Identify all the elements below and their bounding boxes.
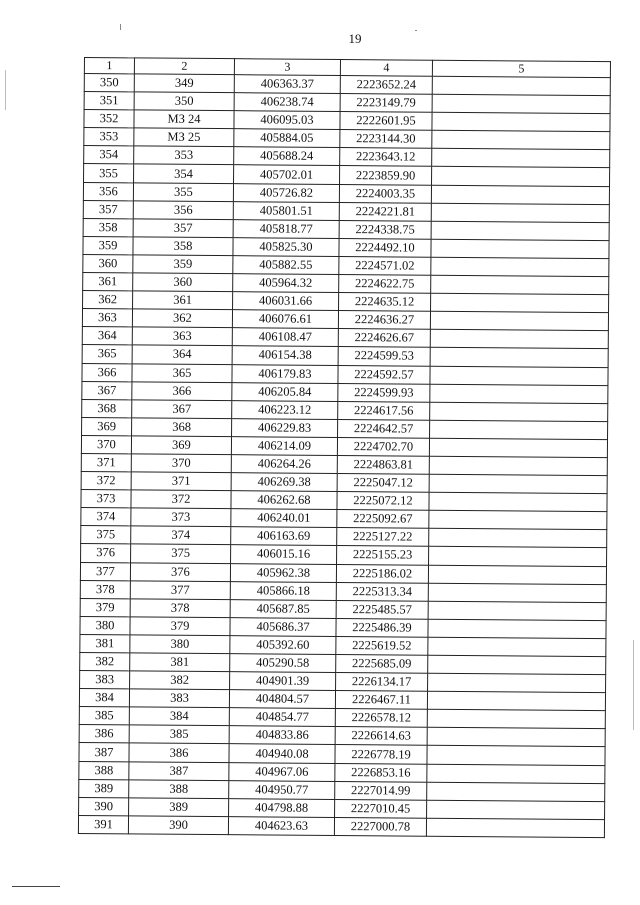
table-cell: 377 (80, 562, 130, 580)
table-cell: 404798.88 (229, 798, 335, 817)
table-cell: 405801.51 (233, 201, 339, 220)
table-cell: 389 (79, 779, 129, 797)
table-cell: 366 (82, 363, 132, 381)
table-cell: 360 (133, 273, 233, 292)
table-cell: 370 (131, 454, 231, 473)
table-cell: 363 (132, 327, 232, 346)
table-cell: 2225486.39 (336, 618, 428, 637)
column-header: 1 (84, 58, 134, 74)
table-cell (427, 764, 605, 783)
table-cell: 406214.09 (231, 437, 337, 456)
page-number: 19 (348, 31, 362, 46)
table-cell: 2225619.52 (336, 636, 428, 655)
table-cell (432, 94, 610, 113)
table-cell: 2223859.90 (340, 166, 432, 185)
table-cell (428, 565, 606, 584)
table-cell: 385 (129, 725, 229, 744)
table-cell: 406179.83 (232, 364, 338, 383)
table-cell: 2223149.79 (340, 94, 432, 113)
table-cell: 379 (80, 598, 130, 616)
table-cell: 406108.47 (232, 328, 338, 347)
table-cell: 389 (129, 798, 229, 817)
table-cell: 406269.38 (231, 473, 337, 492)
table-cell: 405964.32 (233, 274, 339, 293)
table-cell (429, 474, 607, 493)
table-cell: 362 (132, 309, 232, 328)
table-row (78, 815, 604, 837)
table-cell: 388 (79, 761, 129, 779)
table-cell: 2224702.70 (337, 437, 429, 456)
table-cell: 372 (81, 472, 131, 490)
scan-mark (120, 24, 121, 30)
table-cell: 355 (84, 164, 134, 182)
table-cell: 371 (131, 472, 231, 491)
table-cell: 359 (133, 255, 233, 274)
table-cell: 404623.63 (228, 817, 334, 836)
table-cell: 2225092.67 (337, 510, 429, 529)
table-cell: 382 (80, 652, 130, 670)
table-cell (428, 655, 606, 674)
table-cell: 406015.16 (231, 545, 337, 564)
table-cell: 366 (132, 381, 232, 400)
table-cell (427, 800, 605, 819)
table-cell (427, 709, 605, 728)
table-cell: 405702.01 (234, 165, 340, 184)
table-cell: 2224571.02 (339, 256, 431, 275)
scan-mark (415, 30, 417, 31)
table-cell (430, 311, 608, 330)
table-cell: 374 (131, 526, 231, 545)
table-cell: 2227000.78 (334, 817, 426, 836)
table-cell: 406223.12 (232, 400, 338, 419)
table-cell: 355 (133, 182, 233, 201)
table-cell: 404804.57 (229, 690, 335, 709)
table-cell: 388 (129, 780, 229, 799)
table-cell (428, 583, 606, 602)
column-header: 2 (134, 58, 234, 75)
table-cell: 404950.77 (229, 780, 335, 799)
table-cell: 2226614.63 (335, 727, 427, 746)
table-cell: 405882.55 (233, 256, 339, 275)
table-cell (429, 529, 607, 548)
table-cell: 406264.26 (231, 455, 337, 474)
table-cell: 376 (130, 562, 230, 581)
table-cell (426, 818, 604, 837)
table-cell: 2222601.95 (340, 112, 432, 131)
table-cell: 375 (81, 526, 131, 544)
table-cell: 2224599.93 (338, 383, 430, 402)
table-cell: 2223144.30 (340, 130, 432, 149)
table-cell (431, 275, 609, 294)
table-cell: 378 (80, 580, 130, 598)
table-cell: 406262.68 (231, 491, 337, 510)
table-cell (429, 438, 607, 457)
table-cell: 406205.84 (232, 382, 338, 401)
table-cell: 354 (84, 146, 134, 164)
table-cell: 365 (132, 363, 232, 382)
table-cell: 2226467.11 (335, 691, 427, 710)
table-cell: 358 (133, 237, 233, 256)
table-cell: 2226853.16 (335, 763, 427, 782)
table-cell: 2224221.81 (339, 202, 431, 221)
table-cell: 385 (79, 707, 129, 725)
table-cell: 356 (83, 182, 133, 200)
table-cell: 2224626.67 (338, 329, 430, 348)
table-cell: 2224642.57 (338, 419, 430, 438)
table-cell: 353 (84, 128, 134, 146)
table-cell: 2225313.34 (336, 582, 428, 601)
scan-mark (12, 886, 60, 887)
table-cell: 390 (128, 816, 228, 835)
table-cell (432, 131, 610, 150)
table-cell (428, 673, 606, 692)
table-cell: 405884.05 (234, 129, 340, 148)
table-cell (428, 601, 606, 620)
table-cell: 2227010.45 (335, 799, 427, 818)
table-cell: 2225127.22 (337, 528, 429, 547)
table-cell: 386 (79, 725, 129, 743)
table-cell: 406240.01 (231, 509, 337, 528)
table-cell (431, 293, 609, 312)
table-cell: 369 (82, 417, 132, 435)
table-cell: 2225186.02 (336, 564, 428, 583)
scan-mark (633, 640, 634, 730)
table-cell: 360 (83, 254, 133, 272)
table-cell: 2224863.81 (337, 455, 429, 474)
table-cell: 405726.82 (233, 183, 339, 202)
table-cell: 406095.03 (234, 111, 340, 130)
table-cell: 349 (134, 74, 234, 93)
table-cell (430, 384, 608, 403)
table-cell (432, 112, 610, 131)
table-cell (432, 149, 610, 168)
table-cell: 384 (79, 689, 129, 707)
table-cell: 405866.18 (230, 581, 336, 600)
column-header: 5 (432, 60, 610, 77)
table-cell: 2225485.57 (336, 600, 428, 619)
table-cell: 367 (82, 381, 132, 399)
table-cell: 375 (131, 544, 231, 563)
table-cell: 2225072.12 (337, 492, 429, 511)
table-cell: 369 (131, 436, 231, 455)
table-cell: 406076.61 (232, 310, 338, 329)
column-header: 3 (234, 59, 340, 76)
table-cell: 390 (79, 797, 129, 815)
table-cell: 2224617.56 (338, 401, 430, 420)
table-cell: 368 (82, 399, 132, 417)
table-cell: 405687.85 (230, 599, 336, 618)
table-cell: 406154.38 (232, 346, 338, 365)
table-cell (427, 782, 605, 801)
table-cell: 378 (130, 599, 230, 618)
table-cell: 370 (81, 435, 131, 453)
table-cell: 2226134.17 (336, 673, 428, 692)
table-cell: 406031.66 (233, 292, 339, 311)
table-cell: 2225685.09 (336, 654, 428, 673)
table-cell (431, 239, 609, 258)
table-cell: 391 (78, 815, 128, 833)
table-cell: 405392.60 (230, 636, 336, 655)
table-cell: 387 (129, 761, 229, 780)
table-cell: 405818.77 (233, 219, 339, 238)
table-cell: 377 (130, 581, 230, 600)
table-cell: 2225047.12 (337, 474, 429, 493)
coordinates-table (78, 57, 611, 838)
table-cell: 405825.30 (233, 238, 339, 257)
table-cell: 357 (133, 219, 233, 238)
table-cell: 368 (132, 418, 232, 437)
table-cell (427, 728, 605, 747)
table-cell: 2224599.53 (338, 347, 430, 366)
table-cell (428, 619, 606, 638)
table-cell: 384 (129, 707, 229, 726)
table-cell: 404901.39 (230, 672, 336, 691)
table-cell: 361 (83, 273, 133, 291)
table-cell: 382 (130, 671, 230, 690)
table-cell: 2225155.23 (337, 546, 429, 565)
table-cell: 2224592.57 (338, 365, 430, 384)
table-cell (430, 402, 608, 421)
table-cell (431, 221, 609, 240)
table-cell (430, 348, 608, 367)
table-cell: 2223643.12 (340, 148, 432, 167)
table-cell: 404940.08 (229, 744, 335, 763)
scan-mark (5, 70, 6, 110)
table-cell (430, 330, 608, 349)
table-cell: 405688.24 (234, 147, 340, 166)
table-cell: 350 (84, 74, 134, 92)
table-cell (429, 510, 607, 529)
table-cell: 2224622.75 (339, 275, 431, 294)
table-cell: 383 (129, 689, 229, 708)
table-cell: 364 (82, 327, 132, 345)
table-cell: 405962.38 (230, 563, 336, 582)
table-cell: 387 (79, 743, 129, 761)
table-cell: 371 (81, 453, 131, 471)
table-cell: 357 (83, 200, 133, 218)
table-cell: 405686.37 (230, 617, 336, 636)
table-cell: 406363.37 (234, 75, 340, 94)
table-cell (431, 257, 609, 276)
table-cell: 376 (81, 544, 131, 562)
table-cell: 381 (80, 634, 130, 652)
table-cell: 383 (80, 671, 130, 689)
table-cell: 365 (82, 345, 132, 363)
table-cell: 2223652.24 (340, 76, 432, 95)
table-cell: 2224492.10 (339, 238, 431, 257)
table-cell: 386 (129, 743, 229, 762)
table-cell (432, 76, 610, 95)
table-cell: 404833.86 (229, 726, 335, 745)
table-cell: 2224003.35 (339, 184, 431, 203)
table-cell (427, 746, 605, 765)
table-cell: 373 (81, 490, 131, 508)
table-cell (431, 185, 609, 204)
table-cell: 381 (130, 653, 230, 672)
table-cell: 363 (82, 309, 132, 327)
table-cell (429, 456, 607, 475)
table-cell (431, 203, 609, 222)
table-cell (430, 420, 608, 439)
column-header: 4 (340, 60, 432, 77)
table-cell: 373 (131, 508, 231, 527)
table-cell: 404854.77 (229, 708, 335, 727)
table-cell: 2226778.19 (335, 745, 427, 764)
table-cell (427, 691, 605, 710)
table-cell (429, 492, 607, 511)
table-cell: 362 (83, 291, 133, 309)
table-cell (432, 167, 610, 186)
table-cell: 364 (132, 345, 232, 364)
table-cell: 2224636.27 (338, 311, 430, 330)
table-cell: 358 (83, 218, 133, 236)
table-cell: 353 (134, 146, 234, 165)
table-cell: 352 (84, 110, 134, 128)
table-cell: 374 (81, 508, 131, 526)
table-cell: МЗ 24 (134, 110, 234, 129)
table-cell: 379 (130, 617, 230, 636)
table-cell: 2227014.99 (335, 781, 427, 800)
table-cell (429, 547, 607, 566)
table-body (78, 74, 610, 838)
table-cell: 2224635.12 (339, 293, 431, 312)
table-cell: 406163.69 (231, 527, 337, 546)
table-cell: 350 (134, 92, 234, 111)
table-cell: 406229.83 (232, 418, 338, 437)
table-cell (428, 637, 606, 656)
table-cell: 2226578.12 (335, 709, 427, 728)
table-cell: 380 (80, 616, 130, 634)
table-cell: 359 (83, 236, 133, 254)
table-cell: 372 (131, 490, 231, 509)
table-cell: 351 (84, 92, 134, 110)
table-cell: 367 (132, 400, 232, 419)
table-cell: 2224338.75 (339, 220, 431, 239)
table-cell: 356 (133, 201, 233, 220)
table-cell: 405290.58 (230, 654, 336, 673)
table-cell: 354 (134, 164, 234, 183)
table-cell: 380 (130, 635, 230, 654)
table-cell (430, 366, 608, 385)
table-cell: 406238.74 (234, 93, 340, 112)
table-cell: 361 (133, 291, 233, 310)
table-cell: 404967.06 (229, 762, 335, 781)
table-cell: МЗ 25 (134, 128, 234, 147)
